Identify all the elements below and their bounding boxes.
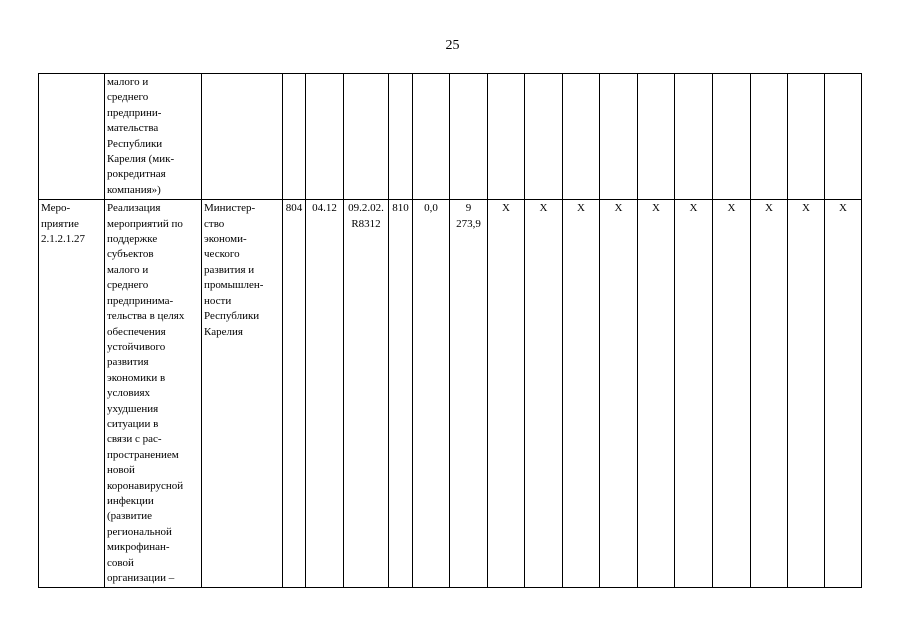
cell-mark (751, 74, 788, 200)
cell-mark: Х (525, 200, 563, 588)
cell-mark (525, 74, 563, 200)
cell-mark: Х (638, 200, 675, 588)
cell-mark: Х (751, 200, 788, 588)
cell-csr (344, 74, 389, 200)
cell-executor (202, 74, 283, 200)
cell-mark: Х (713, 200, 751, 588)
cell-mark (488, 74, 525, 200)
cell-mark: Х (488, 200, 525, 588)
cell-mark: Х (825, 200, 862, 588)
table-row (39, 200, 862, 588)
cell-rzpr: 04.12 (306, 200, 344, 588)
cell-executor: Министер- ство экономи- ческого развития и промышлен- ности Республики Карелия (202, 200, 283, 588)
cell-vr: 810 (389, 200, 413, 588)
cell-value-2 (450, 74, 488, 200)
cell-mark (638, 74, 675, 200)
cell-mark (600, 74, 638, 200)
cell-value-1: 0,0 (413, 200, 450, 588)
cell-rzpr (306, 74, 344, 200)
cell-id (39, 74, 105, 200)
cell-mark: Х (675, 200, 713, 588)
cell-mark: Х (600, 200, 638, 588)
cell-grbs: 804 (283, 200, 306, 588)
cell-mark (788, 74, 825, 200)
cell-mark: Х (563, 200, 600, 588)
table-row (39, 74, 862, 200)
cell-mark (563, 74, 600, 200)
cell-name: Реализация мероприятий по поддержке субъектов малого и среднего предпринима- тельства в целях обеспечения устойчивого развития экономики в условиях ухудшения ситуации в связи с рас- пространением новой коронавирусной инфекции (развитие региональной микрофинан- совой организации – (105, 200, 202, 588)
cell-mark (825, 74, 862, 200)
budget-table (38, 73, 862, 588)
cell-mark (675, 74, 713, 200)
cell-mark (713, 74, 751, 200)
cell-value-2: 9 273,9 (450, 200, 488, 588)
cell-value-1 (413, 74, 450, 200)
cell-mark: Х (788, 200, 825, 588)
page-number: 25 (445, 38, 460, 53)
cell-vr (389, 74, 413, 200)
cell-grbs (283, 74, 306, 200)
cell-name: малого и среднего предприни- мательства Республики Карелия (мик- рокредитная компания») (105, 74, 202, 200)
cell-id: Меро- приятие 2.1.2.1.27 (39, 200, 105, 588)
cell-csr: 09.2.02. R8312 (344, 200, 389, 588)
